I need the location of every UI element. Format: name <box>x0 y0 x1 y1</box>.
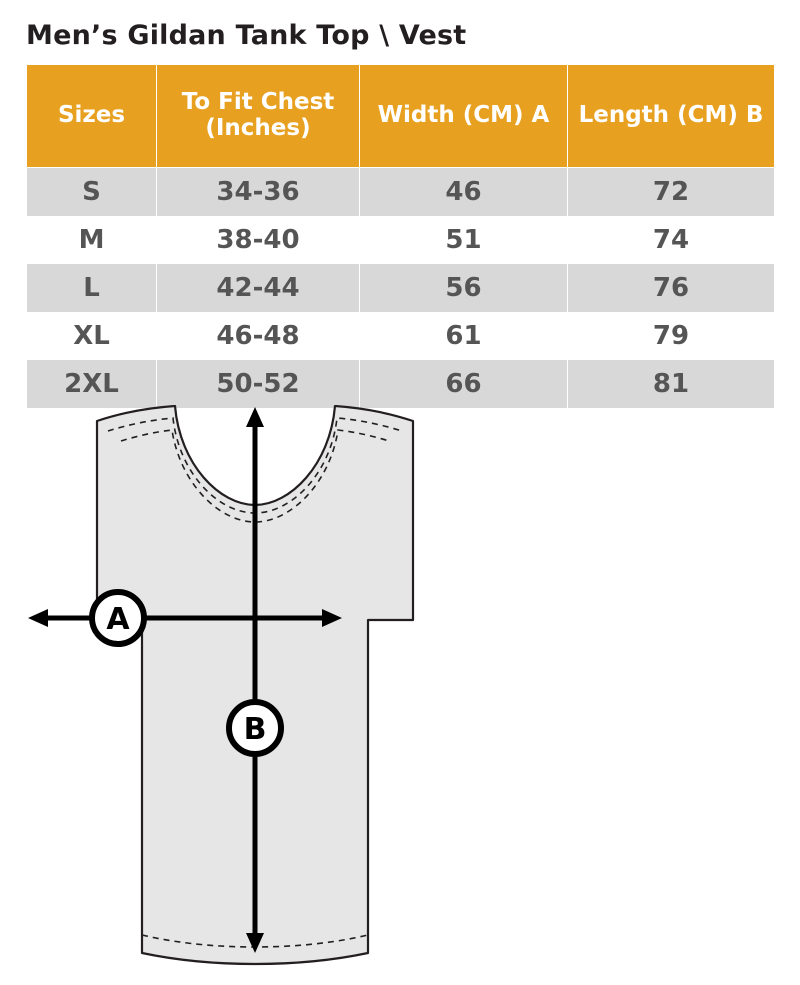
table-row <box>27 216 775 264</box>
cell-length: 74 <box>568 216 775 264</box>
cell-width: 66 <box>360 360 568 408</box>
table-row <box>27 312 775 360</box>
table-header-row <box>27 65 775 168</box>
cell-length: 79 <box>568 312 775 360</box>
cell-size: S <box>27 168 157 217</box>
cell-width: 46 <box>360 168 568 217</box>
page-title: Men’s Gildan Tank Top \ Vest <box>26 20 467 51</box>
column-header-width: Width (CM) A <box>360 65 568 168</box>
table-row <box>27 360 775 408</box>
cell-chest: 38-40 <box>157 216 360 264</box>
cell-size: 2XL <box>27 360 157 408</box>
cell-chest: 34-36 <box>157 168 360 217</box>
cell-size: XL <box>27 312 157 360</box>
cell-length: 81 <box>568 360 775 408</box>
cell-chest: 50-52 <box>157 360 360 408</box>
column-header-sizes: Sizes <box>27 65 157 168</box>
column-header-length: Length (CM) B <box>568 65 775 168</box>
cell-width: 51 <box>360 216 568 264</box>
width-marker-label: A <box>106 602 130 637</box>
table-row <box>27 168 775 217</box>
cell-chest: 46-48 <box>157 312 360 360</box>
cell-chest: 42-44 <box>157 264 360 312</box>
cell-width: 56 <box>360 264 568 312</box>
cell-size: L <box>27 264 157 312</box>
cell-length: 76 <box>568 264 775 312</box>
length-marker-label: B <box>243 712 267 747</box>
tank-top-diagram <box>0 405 800 985</box>
cell-width: 61 <box>360 312 568 360</box>
column-header-chest: To Fit Chest (Inches) <box>157 65 360 168</box>
table-row <box>27 264 775 312</box>
size-table <box>26 64 775 408</box>
cell-length: 72 <box>568 168 775 217</box>
cell-size: M <box>27 216 157 264</box>
